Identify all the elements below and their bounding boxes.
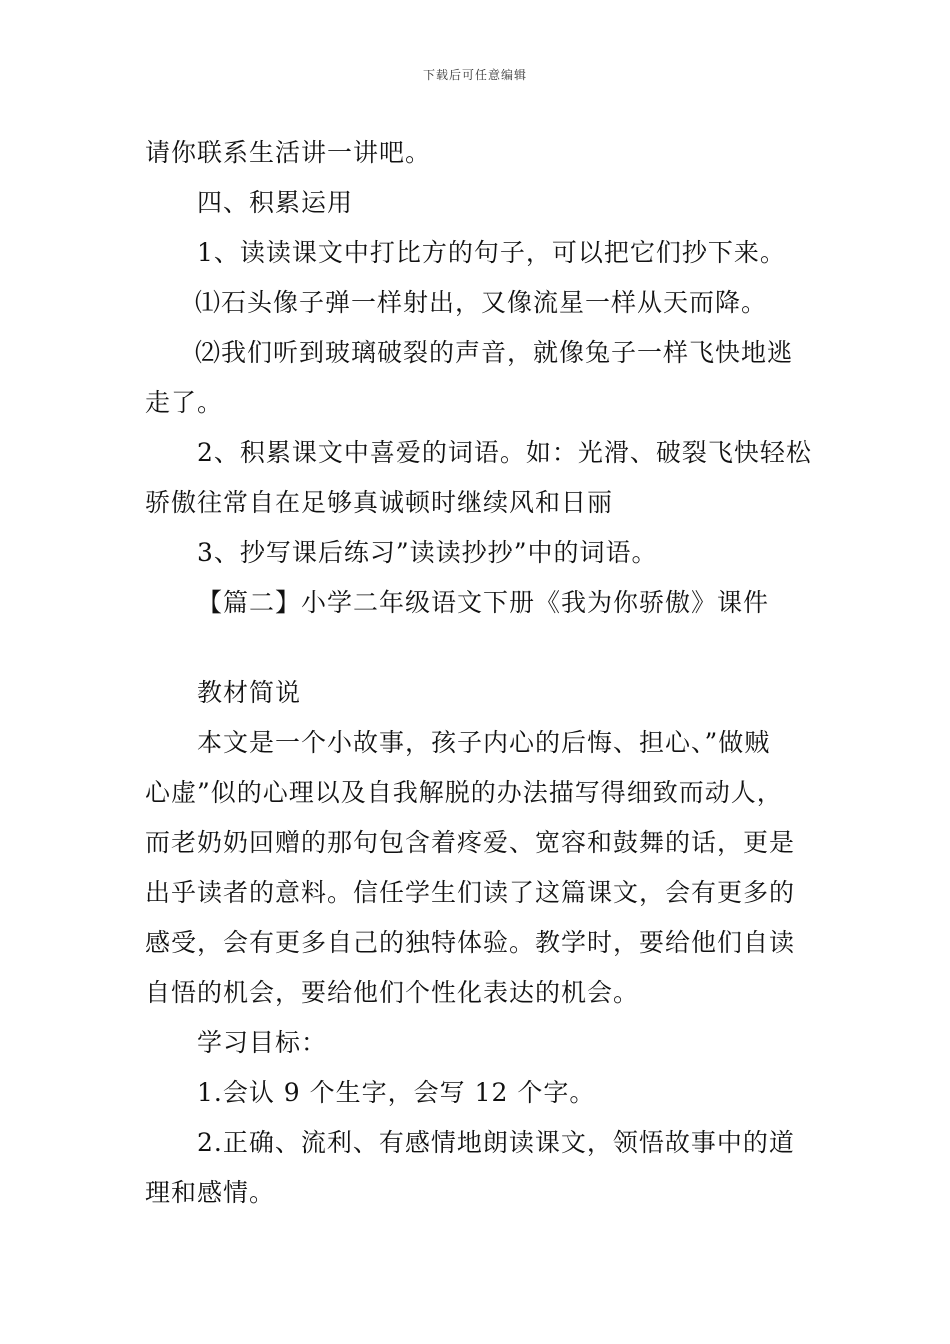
- paragraph-line: 而老奶奶回赠的那句包含着疼爱、宽容和鼓舞的话，更是: [145, 828, 796, 857]
- list-item: ⑵我们听到玻璃破裂的声音，就像兔子一样飞快地逃: [195, 338, 794, 367]
- paragraph-line: 3、抄写课后练习”读读抄抄”中的词语。: [197, 538, 658, 567]
- paragraph-line: 1、读读课文中打比方的句子，可以把它们抄下来。: [197, 238, 786, 267]
- page-header-note: 下载后可任意编辑: [422, 68, 527, 82]
- paragraph-line: 2、积累课文中喜爱的词语。如：光滑、破裂飞快轻松: [197, 438, 812, 467]
- document-body: [145, 128, 815, 1218]
- paragraph-line: 请你联系生活讲一讲吧。: [145, 138, 432, 167]
- spacer: [145, 628, 815, 668]
- list-item: 2.正确、流利、有感情地朗读课文，领悟故事中的道: [197, 1128, 795, 1157]
- paragraph-line: 理和感情。: [145, 1178, 276, 1207]
- paragraph-line: 出乎读者的意料。信任学生们读了这篇课文，会有更多的: [145, 878, 796, 907]
- paragraph-line: 心虚”似的心理以及自我解脱的办法描写得细致而动人，: [145, 778, 783, 807]
- paragraph-line: 走了。: [145, 388, 224, 417]
- section-heading: 教材简说: [197, 678, 302, 707]
- section-heading: 学习目标：: [197, 1028, 328, 1057]
- section-heading: 四、积累运用: [197, 188, 354, 217]
- paragraph-line: 感受，会有更多自己的独特体验。教学时，要给他们自读: [145, 928, 796, 957]
- section-title: 【篇二】小学二年级语文下册《我为你骄傲》课件: [197, 588, 770, 617]
- list-item: ⑴石头像子弹一样射出，又像流星一样从天而降。: [195, 288, 768, 317]
- paragraph-line: 本文是一个小故事，孩子内心的后悔、担心、”做贼: [197, 728, 771, 757]
- list-item: 1.会认 9 个生字，会写 12 个字。: [197, 1078, 596, 1107]
- paragraph-line: 骄傲往常自在足够真诚顿时继续风和日丽: [145, 488, 614, 517]
- paragraph-line: 自悟的机会，要给他们个性化表达的机会。: [145, 978, 640, 1007]
